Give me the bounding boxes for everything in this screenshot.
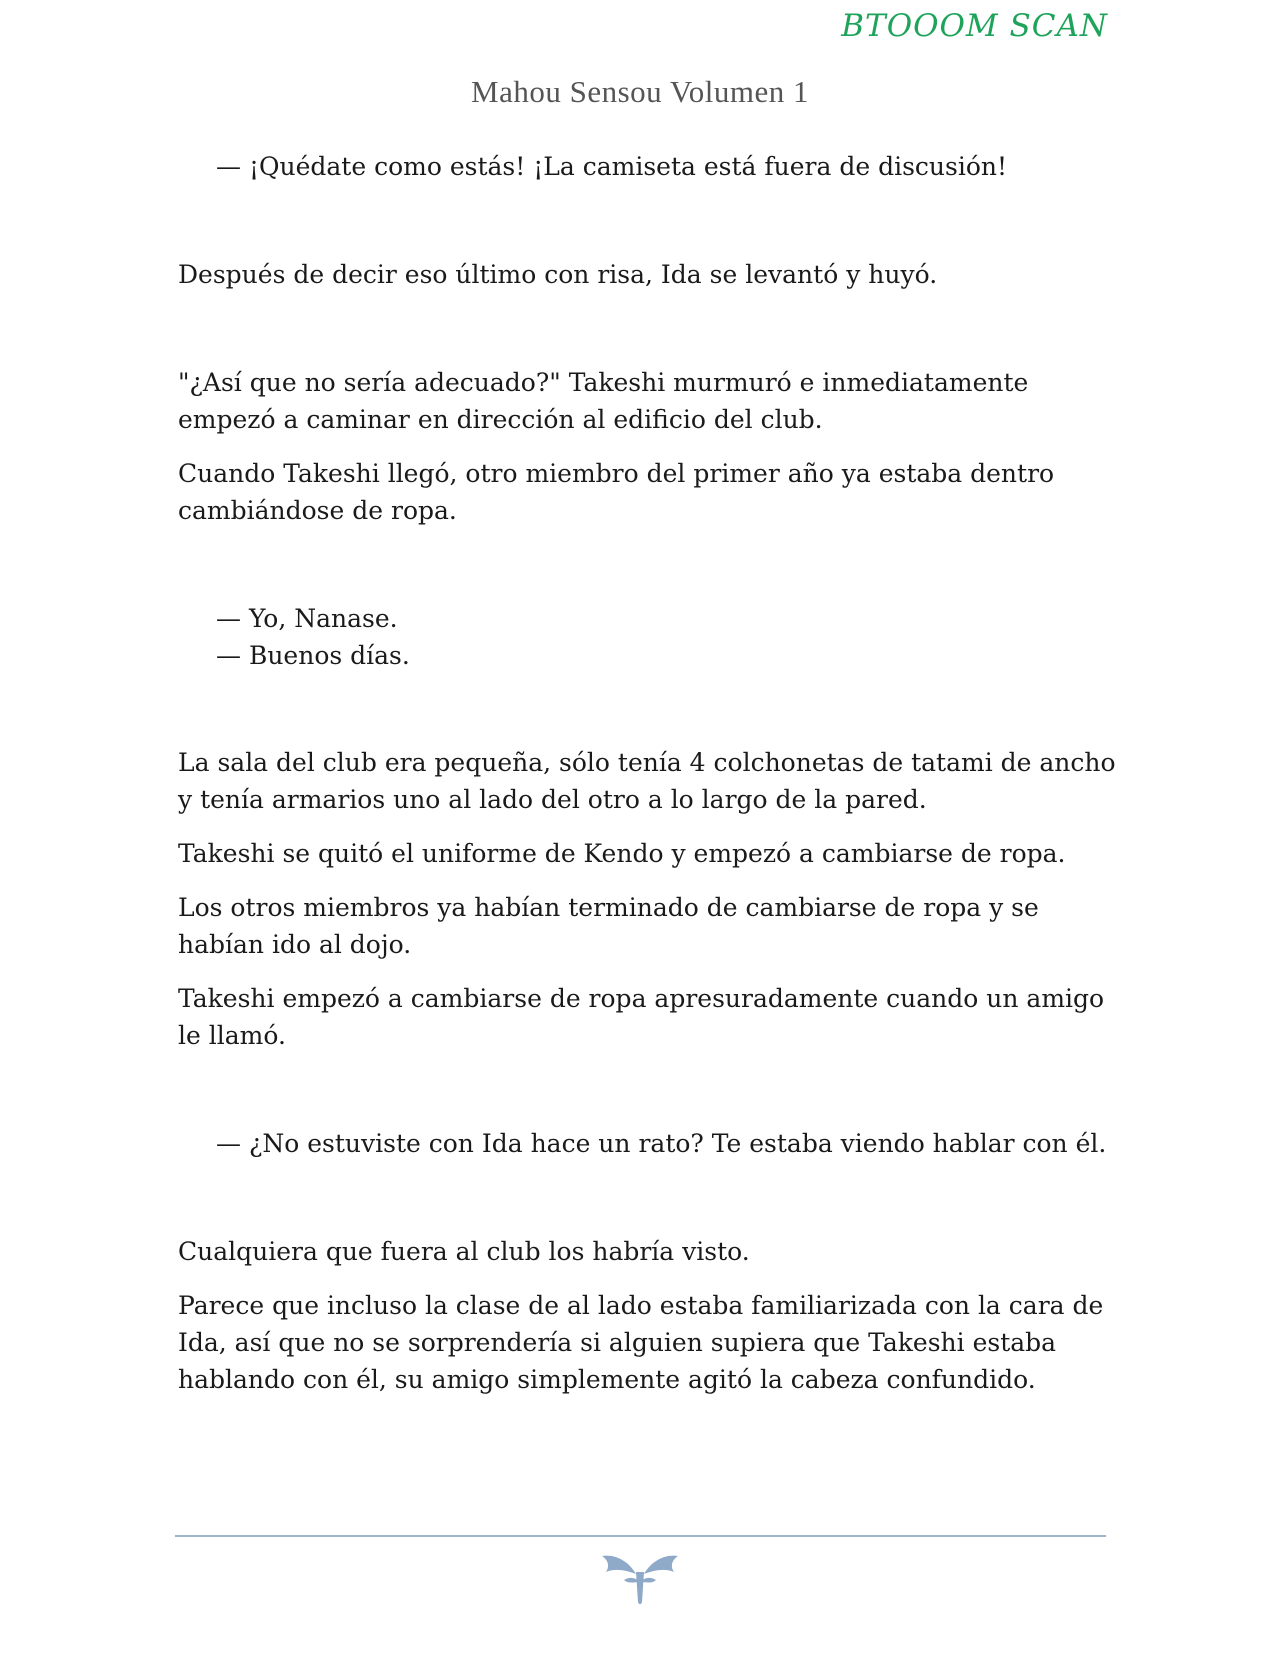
- footer-rule: [175, 1535, 1106, 1537]
- text-line: — ¡Quédate como estás! ¡La camiseta está fuera de discusión!: [216, 152, 1008, 181]
- running-title: Mahou Sensou Volumen 1: [471, 74, 809, 109]
- text-line: le llamó.: [178, 1021, 286, 1050]
- text-line: cambiándose de ropa.: [178, 496, 457, 525]
- text-line: habían ido al dojo.: [178, 930, 412, 959]
- text-line: hablando con él, su amigo simplemente agitó la cabeza confundido.: [178, 1365, 1036, 1394]
- narration-paragraph: [178, 1287, 1128, 1398]
- text-line: La sala del club era pequeña, sólo tenía 4 colchonetas de tatami de ancho: [178, 748, 1116, 777]
- text-line: Cuando Takeshi llegó, otro miembro del primer año ya estaba dentro: [178, 459, 1055, 488]
- text-line: Parece que incluso la clase de al lado estaba familiarizada con la cara de: [178, 1291, 1104, 1320]
- narration-paragraph: [178, 256, 1128, 293]
- narration-paragraph: [178, 455, 1128, 529]
- text-line: Takeshi empezó a cambiarse de ropa apresuradamente cuando un amigo: [178, 984, 1105, 1013]
- text-line: empezó a caminar en dirección al edificio del club.: [178, 405, 823, 434]
- text-line: — Yo, Nanase.: [216, 604, 398, 633]
- dialog-paragraph: [216, 600, 1166, 674]
- narration-paragraph: [178, 744, 1128, 818]
- fleuron-ornament-icon: [600, 1550, 680, 1606]
- dialog-paragraph: [216, 148, 1166, 185]
- narration-paragraph: [178, 835, 1128, 872]
- text-line: Después de decir eso último con risa, Ida se levantó y huyó.: [178, 260, 938, 289]
- text-line: Ida, así que no se sorprendería si alguien supiera que Takeshi estaba: [178, 1328, 1057, 1357]
- dialog-paragraph: [216, 1125, 1166, 1162]
- text-line: — ¿No estuviste con Ida hace un rato? Te estaba viendo hablar con él.: [216, 1129, 1107, 1158]
- text-line: — Buenos días.: [216, 641, 410, 670]
- text-line: "¿Así que no sería adecuado?" Takeshi murmuró e inmediatamente: [178, 368, 1029, 397]
- text-line: Takeshi se quitó el uniforme de Kendo y empezó a cambiarse de ropa.: [178, 839, 1066, 868]
- text-line: Los otros miembros ya habían terminado de cambiarse de ropa y se: [178, 893, 1039, 922]
- watermark: BTOOOM SCAN: [841, 8, 1108, 44]
- text-line: Cualquiera que fuera al club los habría visto.: [178, 1237, 750, 1266]
- narration-paragraph: [178, 1233, 1128, 1270]
- text-line: y tenía armarios uno al lado del otro a lo largo de la pared.: [178, 785, 927, 814]
- narration-paragraph: [178, 364, 1128, 438]
- narration-paragraph: [178, 980, 1128, 1054]
- narration-paragraph: [178, 889, 1128, 963]
